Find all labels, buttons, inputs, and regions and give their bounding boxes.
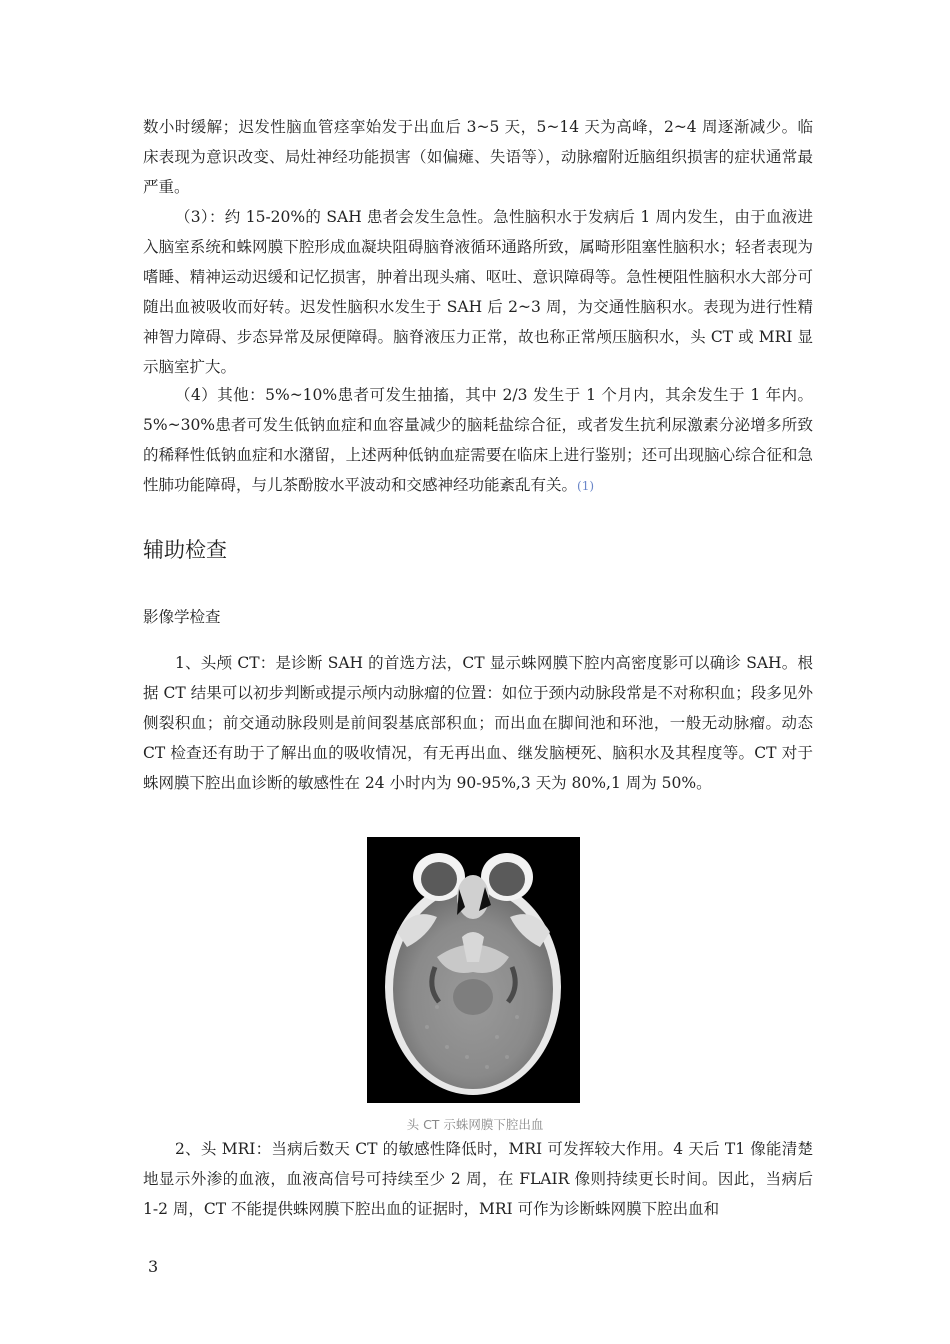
paragraph-other-complications [143,380,813,501]
ct-scan-image [367,837,580,1103]
figure-caption: 头 CT 示蛛网膜下腔出血 [406,1117,544,1132]
paragraph-vasospasm: 数小时缓解；迟发性脑血管痉挛始发于出血后 3~5 天，5~14 天为高峰，2~4 周逐渐减少。临床表现为意识改变、局灶神经功能损害（如偏瘫、失语等），动脉瘤附近脑组织损害的症状通常最严重。 [143,118,813,196]
citation-link[interactable]: (1) [577,479,595,493]
subsection-heading: 影像学检查 [143,608,221,626]
ct-scan-illustration [367,837,580,1103]
paragraph-hydrocephalus: （3）：约 15-20%的 SAH 患者会发生急性。急性脑积水于发病后 1 周内发生，由于血液进入脑室系统和蛛网膜下腔形成血凝块阻碍脑脊液循环通路所致，属畸形阻塞性脑积水；轻者表现为嗜睡、精神运动迟缓和记忆损害，肿着出现头痛、呕吐、意识障碍等。急性梗阻性脑积水大部分可随出血被吸收而好转。迟发性脑积水发生于 SAH 后 2~3 周，为交通性脑积水。表现为进行性精神智力障碍、步态异常及尿便障碍。脑脊液压力正常，故也称正常颅压脑积水，头 CT 或 MRI 显示脑室扩大。 [143,208,813,376]
paragraph-head-ct: 1、头颅 CT：是诊断 SAH 的首选方法，CT 显示蛛网膜下腔内高密度影可以确诊 SAH。根据 CT 结果可以初步判断或提示颅内动脉瘤的位置：如位于颈内动脉段常是不对称积血；段多见外侧裂积血；前交通动脉段则是前间裂基底部积血；而出血在脚间池和环池，一般无动脉瘤。动态 CT 检查还有助于了解出血的吸收情况，有无再出血、继发脑梗死、脑积水及其程度等。CT 对于蛛网膜下腔出血诊断的敏感性在 24 小时内为 90-95%,3 天为 80%,1 周为 50%。 [143,654,813,792]
page-number: 3 [148,1257,159,1276]
paragraph-other-text: （4）其他：5%~10%患者可发生抽搐，其中 2/3 发生于 1 个月内，其余发生于 1 年内。5%~30%患者可发生低钠血症和血容量减少的脑耗盐综合征，或者发生抗利尿激素分泌增多所致的稀释性低钠血症和水潴留，上述两种低钠血症需要在临床上进行鉴别；还可出现脑心综合征和急性肺功能障碍，与儿茶酚胺水平波动和交感神经功能紊乱有关。 [143,386,813,494]
section-heading: 辅助检查 [143,538,227,562]
paragraph-head-mri: 2、头 MRI：当病后数天 CT 的敏感性降低时，MRI 可发挥较大作用。4 天后 T1 像能清楚地显示外渗的血液，血液高信号可持续至少 2 周，在 FLAIR 像则持续更长时间。因此，当病后 1-2 周，CT 不能提供蛛网膜下腔出血的证据时，MRI 可作为诊断蛛网膜下腔出血和 [143,1140,813,1218]
